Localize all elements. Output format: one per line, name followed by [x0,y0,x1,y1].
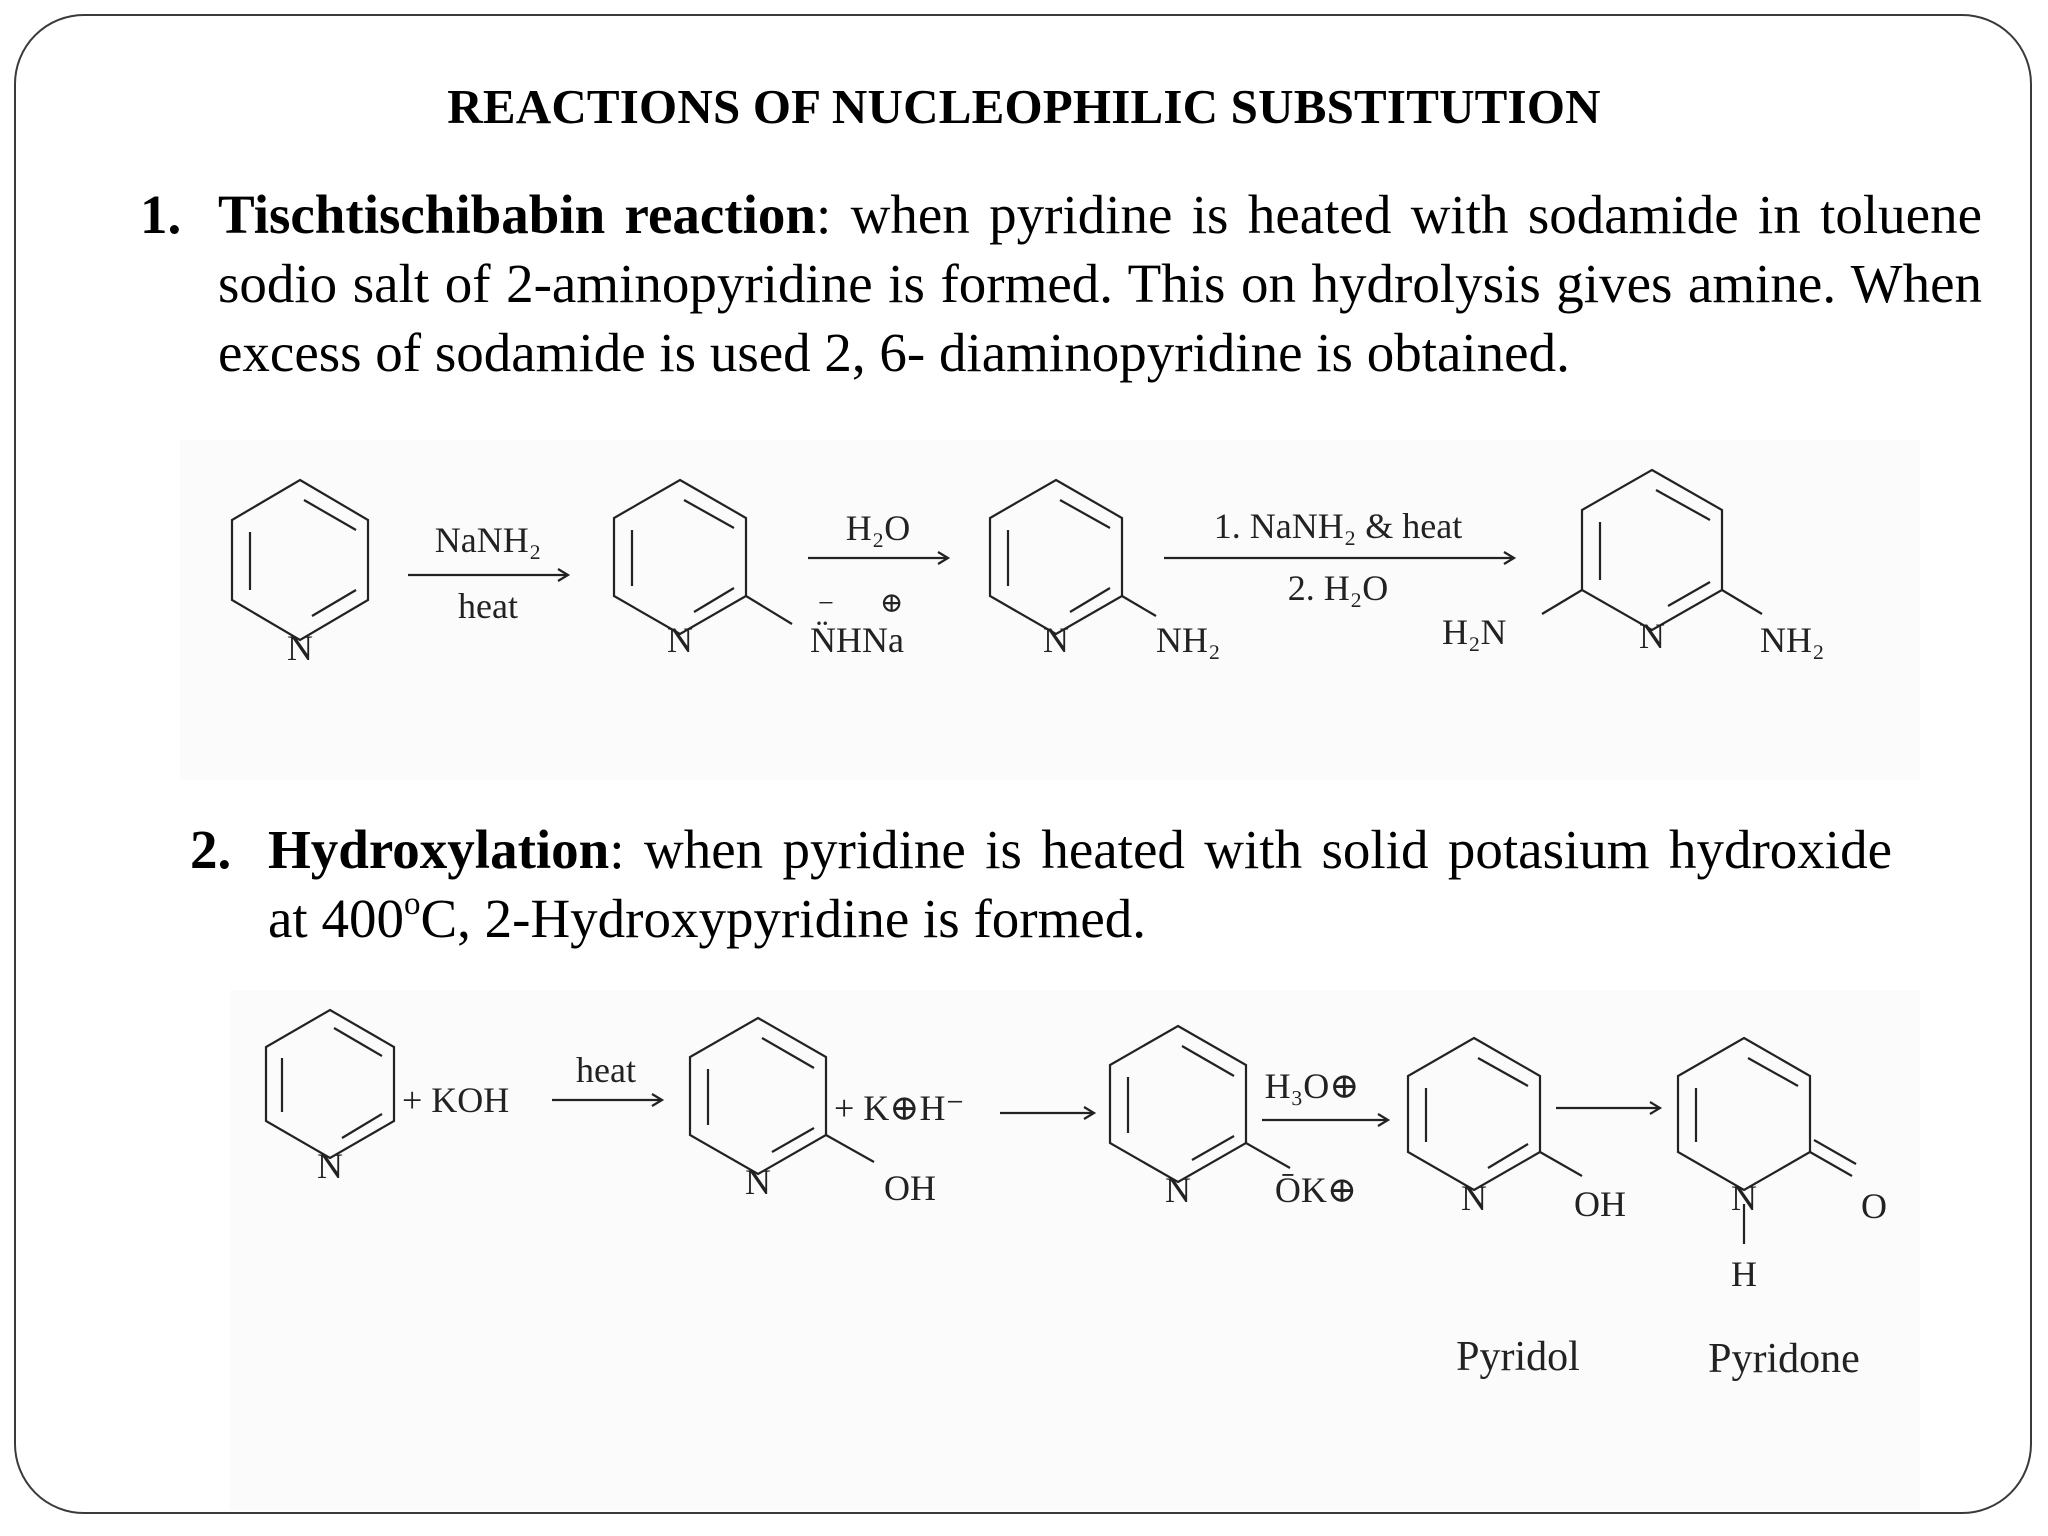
ring-atom-n: N [1165,1170,1191,1210]
charge-plus: ⊕ [880,588,904,619]
ring-atom-n: N [1043,620,1069,660]
substituent-nh2: NH₂ [1156,620,1221,660]
pyridine-ring-2 [614,480,746,634]
ring-atom-n: N [317,1146,343,1186]
pyridine-ring-1 [266,1010,394,1158]
substituent-oh: OH [884,1168,936,1208]
arrow3-step2: 2. H₂O [1287,568,1389,608]
arrow3-step1: 1. NaNH₂ & heat [1213,506,1463,546]
substituent-nh2: NH₂ [1760,620,1825,660]
reaction-item-2 [190,815,1892,953]
arrow3-reagent: H₃O⊕ [1264,1066,1360,1106]
item-heading: Tischtischibabin reaction [218,184,816,245]
substituent-ok: ŌK⊕ [1274,1170,1358,1210]
pyridol-ring [1408,1038,1540,1190]
pyridine-ring-3 [1110,1026,1246,1182]
pyridine-ring-4 [1582,470,1722,630]
item-heading: Hydroxylation [268,819,610,880]
item-text-end: C, 2-Hydroxypyridine is formed. [420,888,1147,949]
ring-atom-n: N [1461,1178,1487,1218]
pyridine-ring-2 [690,1018,826,1174]
reaction-item-1 [140,180,1982,387]
arrow2-reagent: H₂O [845,508,911,548]
item-body [268,815,1892,953]
hydroxylation-scheme [230,990,1920,1510]
ring-atom-n: N [287,628,313,668]
degree-superscript: o [403,885,421,922]
pyridine-ring-3 [990,480,1122,634]
charge-minus: − [818,588,834,619]
label-pyridol: Pyridol [1456,1334,1580,1380]
item-number: 1. [140,184,182,245]
pyridine-ring-1 [232,480,368,640]
chichibabin-scheme [180,440,1920,780]
reagent-koh: + KOH [402,1080,510,1120]
pyridone-ring [1678,1038,1810,1190]
item-number: 2. [190,819,232,880]
item-text: : when pyridine is heated with solid potasium hydroxide at 400 [268,819,1892,949]
item-body [218,180,1982,387]
ring-atom-n: N [1731,1178,1757,1218]
arrow1-condition: heat [576,1050,636,1090]
ring-atom-n: N [667,620,693,660]
arrow1-condition: heat [458,586,518,626]
ring-atom-n: N [1639,616,1665,656]
ring-atom-n: N [745,1162,771,1202]
arrow1-reagent: NaNH₂ [434,520,542,560]
substituent-nhna: N̈HNa [810,620,904,660]
reagent-kh: + K⊕H⁻ [834,1088,965,1128]
carbonyl-oxygen: O [1861,1186,1887,1226]
substituent-h2n: H₂N [1442,612,1507,652]
slide-title: REACTIONS OF NUCLEOPHILIC SUBSTITUTION [447,79,1601,134]
label-pyridone: Pyridone [1708,1336,1860,1382]
substituent-oh: OH [1574,1184,1626,1224]
n-hydrogen: H [1731,1254,1757,1294]
item-text: : when pyridine is heated with sodamide in toluene sodio salt of 2-aminopyridine is formed. This on hydrolysis gives amine. When excess of sodamide is used 2, 6- diaminopyridine is obtained. [218,184,1982,383]
